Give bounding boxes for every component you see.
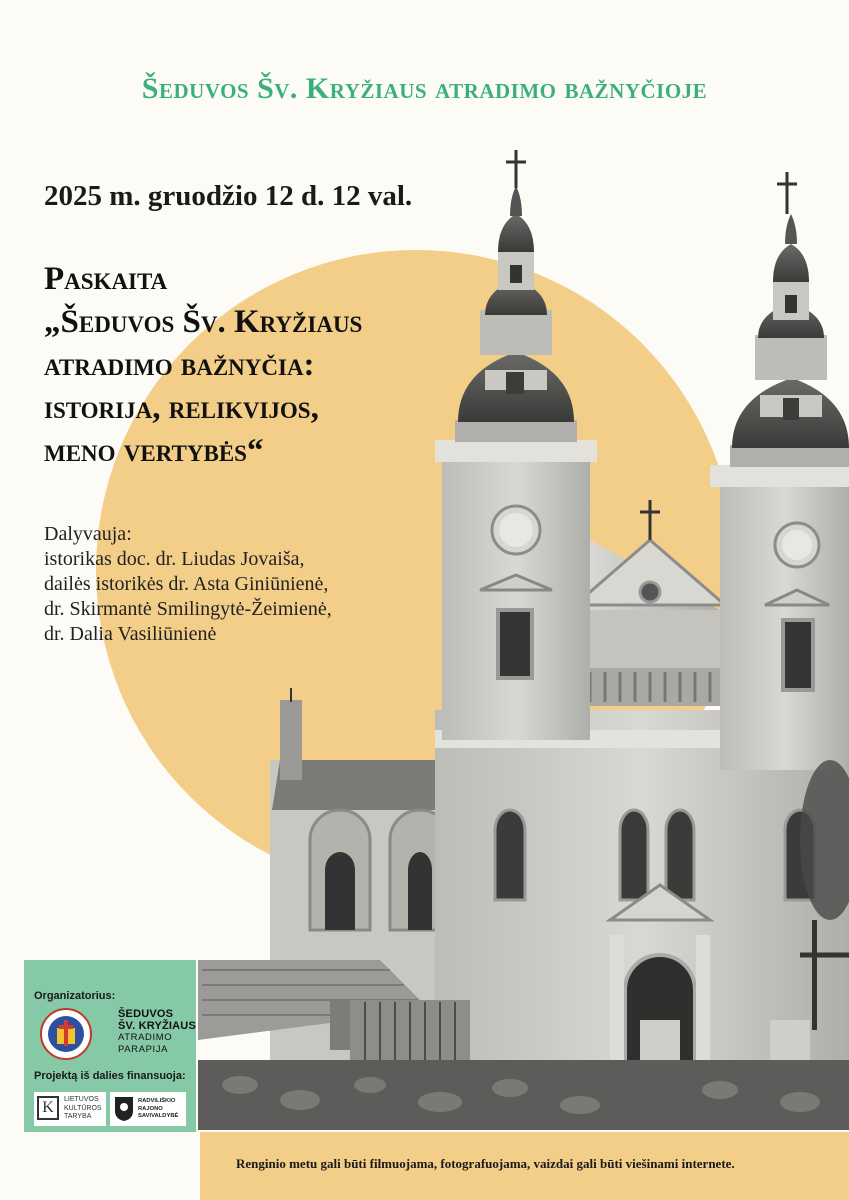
lecture-title	[44, 258, 484, 473]
radviliskis-name-line: RAJONO	[138, 1105, 163, 1112]
title-line: istorija, relikvijos,	[44, 390, 319, 426]
radviliskis-name-line: RADVILIŠKIO	[138, 1098, 176, 1104]
parish-name-line: ŠV. KRYŽIAUS	[118, 1020, 196, 1032]
filming-notice: Renginio metu gali būti filmuojama, fotografuojama, vaizdai gali būti viešinami internete.	[236, 1156, 735, 1171]
ltk-name-line: KULTŪROS	[64, 1104, 102, 1112]
radviliskis-crest-icon	[114, 1096, 134, 1122]
ltk-name	[64, 1096, 102, 1122]
title-line: meno vertybės“	[44, 433, 264, 469]
radviliskis-name-line: SAVIVALDYBĖ	[138, 1113, 179, 1119]
participant: dr. Dalia Vasiliūnienė	[44, 623, 217, 645]
parish-name-line: ATRADIMO	[118, 1032, 173, 1043]
venue-heading: Šeduvos Šv. Kryžiaus atradimo bažnyčioje	[141, 72, 708, 105]
participant: dr. Skirmantė Smilingytė-Žeimienė,	[44, 598, 332, 620]
title-line: atradimo bažnyčia:	[44, 347, 315, 383]
ltk-name-line: TARYBA	[64, 1113, 92, 1120]
funding-label: Projektą iš dalies finansuoja:	[34, 1070, 186, 1082]
participant: istorikas doc. dr. Liudas Jovaiša,	[44, 548, 305, 570]
participants-label: Dalyvauja:	[44, 523, 132, 545]
organizer-label: Organizatorius:	[34, 990, 116, 1002]
participants-block	[44, 522, 332, 647]
parish-name-line: PARAPIJA	[118, 1044, 169, 1055]
radviliskis-logo	[110, 1092, 186, 1126]
parish-seal-logo	[40, 1008, 92, 1060]
ltk-name-line: LIETUVOS	[64, 1096, 99, 1103]
title-line: „Šeduvos Šv. Kryžiaus	[44, 304, 363, 340]
participant: dailės istorikės dr. Asta Giniūnienė,	[44, 573, 329, 595]
event-date: 2025 m. gruodžio 12 d. 12 val.	[44, 180, 413, 212]
title-line: Paskaita	[44, 261, 168, 297]
ltk-logo	[34, 1092, 106, 1126]
parish-name	[118, 1008, 196, 1056]
parish-name-line: ŠEDUVOS	[118, 1008, 174, 1020]
ltk-k-mark: K	[37, 1096, 59, 1120]
radviliskis-name	[138, 1098, 178, 1121]
